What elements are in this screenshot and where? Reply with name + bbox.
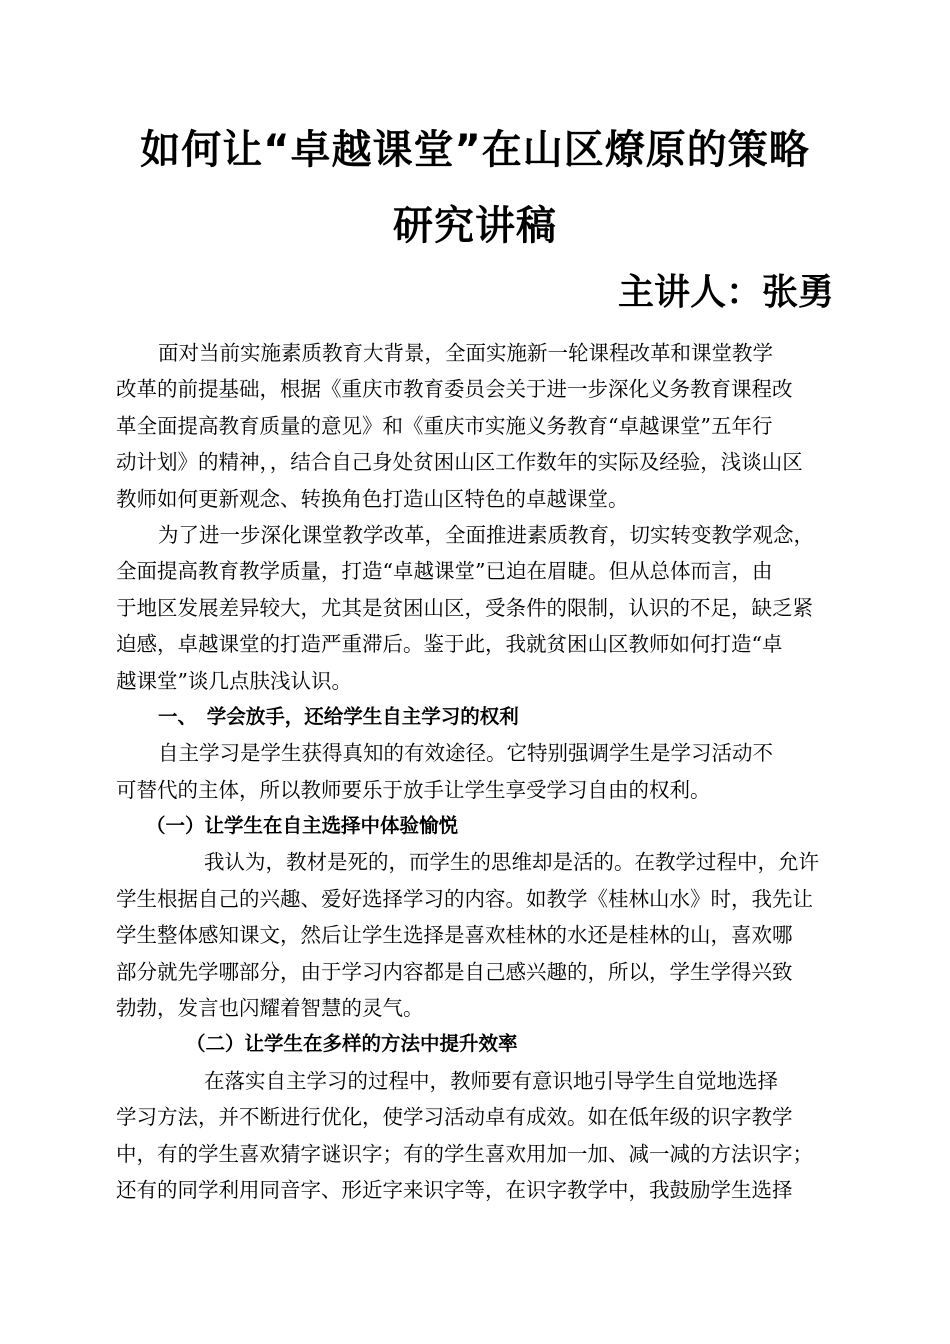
text-line: 勃勃，发言也闪耀着智慧的灵气。 [116,996,424,1021]
text-line: 动计划》的精神，，结合自己身处贫困山区工作数年的实际及经验，浅谈山区 [116,450,803,475]
speaker-line: 主讲人：张勇 [617,272,834,313]
section-heading: 一、 学会放手，还给学生自主学习的权利 [158,704,519,728]
text-line: 学生整体感知课文，然后让学生选择是喜欢桂林的水还是桂林的山，喜欢哪 [116,923,793,948]
text-line: 自主学习是学生获得真知的有效途径。它特别强调学生是学习活动不 [158,741,773,766]
text-line: 全面提高教育教学质量，打造“卓越课堂”已迫在眉睫。但从总体而言，由 [116,559,773,584]
text-line: 教师如何更新观念、转换角色打造山区特色的卓越课堂。 [116,486,629,511]
document-title-line-1: 如何让“卓越课堂”在山区燎原的策略 [140,127,810,173]
subsection-heading: （一）让学生在自主选择中体验愉悦 [146,814,459,838]
document-title-line-2: 研究讲稿 [393,203,557,249]
text-line: 学习方法，并不断进行优化，使学习活动卓有成效。如在低年级的识字教学 [116,1105,793,1130]
document-body [116,335,840,1208]
text-line: 我认为，教材是死的，而学生的思维却是活的。在教学过程中，允许 [204,850,819,875]
subsection-heading: （二）让学生在多样的方法中提升效率 [186,1032,518,1056]
text-line: 中，有的学生喜欢猜字谜识字；有的学生喜欢用加一加、减一减的方法识字； [116,1141,813,1166]
text-line: 还有的同学利用同音字、形近字来识字等，在识字教学中，我鼓励学生选择 [116,1177,793,1202]
text-line: 越课堂”谈几点肤浅认识。 [116,668,352,693]
text-line: 迫感，卓越课堂的打造严重滞后。鉴于此，我就贫困山区教师如何打造“卓 [116,632,783,657]
text-line: 面对当前实施素质教育大背景，全面实施新一轮课程改革和课堂教学 [158,341,773,365]
text-line: 在落实自主学习的过程中，教师要有意识地引导学生自觉地选择 [204,1068,778,1093]
text-line: 革全面提高教育质量的意见》和《重庆市实施义务教育“卓越课堂”五年行 [116,413,773,438]
text-line: 学生根据自己的兴趣、爱好选择学习的内容。如教学《桂林山水》时，我先让 [116,886,813,911]
text-line: 可替代的主体，所以教师要乐于放手让学生享受学习自由的权利。 [116,777,711,802]
text-line: 改革的前提基础，根据《重庆市教育委员会关于进一步深化义务教育课程改 [116,377,793,402]
text-line: 部分就先学哪部分，由于学习内容都是自己感兴趣的，所以，学生学得兴致 [116,959,793,984]
text-line: 于地区发展差异较大，尤其是贫困山区，受条件的限制，认识的不足，缺乏紧 [116,595,813,620]
text-line: 为了进一步深化课堂教学改革，全面推进素质教育，切实转变教学观念， [158,522,814,547]
